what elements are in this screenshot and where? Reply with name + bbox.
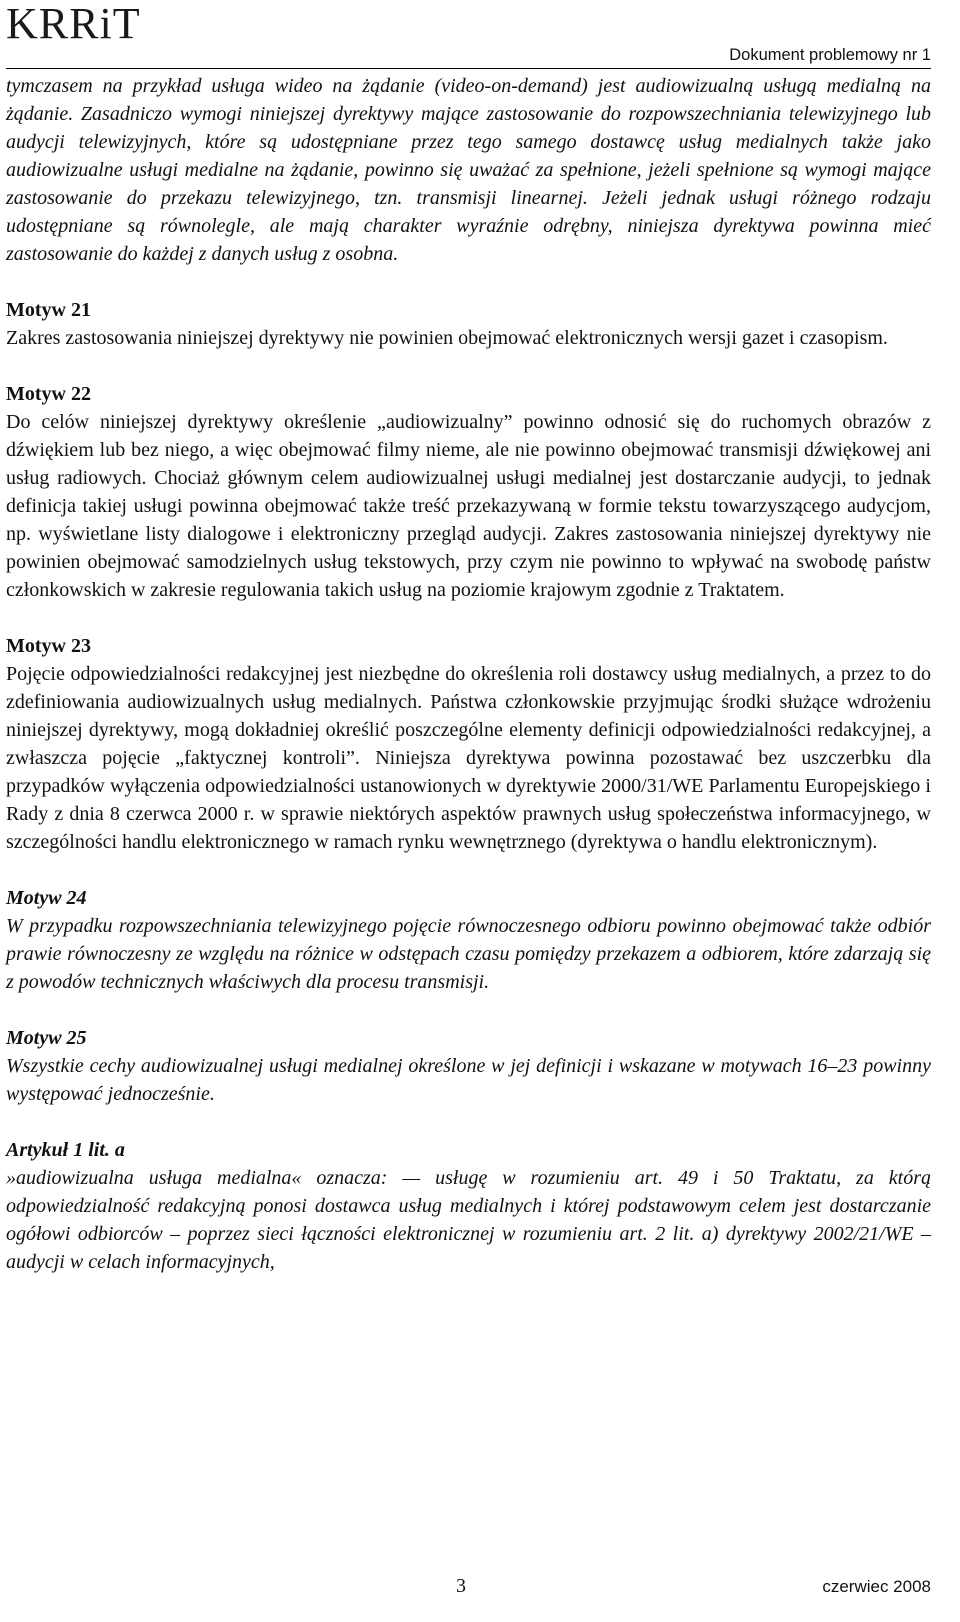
header-divider (6, 68, 931, 69)
paragraph-artykul-1: »audiowizualna usługa medialna« oznacza: — usługę w rozumieniu art. 49 i 50 Traktatu, za którą odpowiedzialność redakcyjną ponosi dostawca usług medialnych i której podstawowym celem jest dostarczanie ogółowi odbiorców – poprzez sieci łączności elektronicznej w rozumieniu art. 2 lit. a) dyrektywy 2002/21/WE – audycji w celach informacyjnych, (6, 1167, 931, 1273)
paragraph-motyw-23: Pojęcie odpowiedzialności redakcyjnej jest niezbędne do określenia roli dostawcy usług medialnych, a przez to do zdefiniowania audiowizualnych usług medialnych. Państwa członkowskie przyjmując środki służące wdrożeniu niniejszej dyrektywy, mogą dokładniej określić poszczególne elementy definicji odpowiedzialności redakcyjnej, a zwłaszcza pojęcie „faktycznej kontroli”. Niniejsza dyrektywa powinna pozostawać bez uszczerbku dla przypadków wyłączenia odpowiedzialności ustanowionych w dyrektywie 2000/31/WE Parlamentu Europejskiego i Rady z dnia 8 czerwca 2000 r. w sprawie niektórych aspektów prawnych usług społeczeństwa informacyjnego, w szczególności handlu elektronicznego w ramach rynku wewnętrznego (dyrektywa o handlu elektronicznym). (6, 663, 931, 853)
heading-motyw-25: Motyw 25 (6, 1027, 87, 1049)
footer-date: czerwiec 2008 (822, 1577, 931, 1596)
intro-sentence-2: Zasadniczo wymogi niniejszej dyrektywy mające zastosowanie do rozpowszechniania telewizyjnego lub audycji telewizyjnych, które są udostępniane przez tego samego dostawcę usług medialnych także jako audiowizualne usługi medialne na żądanie, powinno się uważać za spełnione, jeżeli spełnione są wymogi mające zastosowanie do przekazu telewizyjnego, tzn. transmisji linearnej. Jeżeli jednak usługi różnego rodzaju udostępniane są równolegle, ale mają charakter wyraźnie odrębny, niniejsza dyrektywa powinna mieć zastosowanie do każdej z danych usług z osobna. (6, 103, 931, 265)
intro-paragraph (6, 72, 931, 268)
heading-motyw-22: Motyw 22 (6, 383, 91, 405)
document-id: Dokument problemowy nr 1 (729, 46, 931, 64)
document-body (6, 72, 931, 1276)
paragraph-motyw-24: W przypadku rozpowszechniania telewizyjnego pojęcie równoczesnego odbioru powinno obejmować także odbiór prawie równoczesny ze względu na różnice w odstępach czasu pomiędzy przekazem a odbiorem, które zdarzają się z powodów technicznych właściwych dla procesu transmisji. (6, 915, 931, 993)
heading-artykul-1: Artykuł 1 lit. a (6, 1139, 125, 1161)
paragraph-motyw-22: Do celów niniejszej dyrektywy określenie „audiowizualny” powinno odnosić się do ruchomych obrazów z dźwiękiem lub bez niego, a więc obejmować filmy nieme, ale nie powinno obejmować transmisji dźwiękowej ani usług radiowych. Chociaż głównym celem audiowizualnej usługi medialnej jest dostarczanie audycji, to jednak definicja takiej usługi powinna obejmować także treść przekazywaną w formie tekstu towarzyszącego audycjom, np. wyświetlane listy dialogowe i elektroniczny przegląd audycji. Zakres zastosowania niniejszej dyrektywy nie powinien obejmować samodzielnych usług tekstowych, przy czym nie powinno to wpływać na swobodę państw członkowskich w zakresie regulowania takich usług na poziomie krajowym zgodnie z Traktatem. (6, 411, 931, 601)
intro-sentence-1: tymczasem na przykład usługa wideo na żądanie (video-on-demand) jest audiowizualną usługą medialną na żądanie. (6, 75, 931, 125)
paragraph-motyw-25: Wszystkie cechy audiowizualnej usługi medialnej określone w jej definicji i wskazane w motywach 16–23 powinny występować jednocześnie. (6, 1055, 931, 1105)
heading-motyw-23: Motyw 23 (6, 635, 91, 657)
paragraph-motyw-21: Zakres zastosowania niniejszej dyrektywy nie powinien obejmować elektronicznych wersji gazet i czasopism. (6, 327, 888, 349)
heading-motyw-24: Motyw 24 (6, 887, 87, 909)
heading-motyw-21: Motyw 21 (6, 299, 91, 321)
krrit-logo: KRRiT (6, 0, 141, 48)
page-number: 3 (456, 1575, 466, 1597)
